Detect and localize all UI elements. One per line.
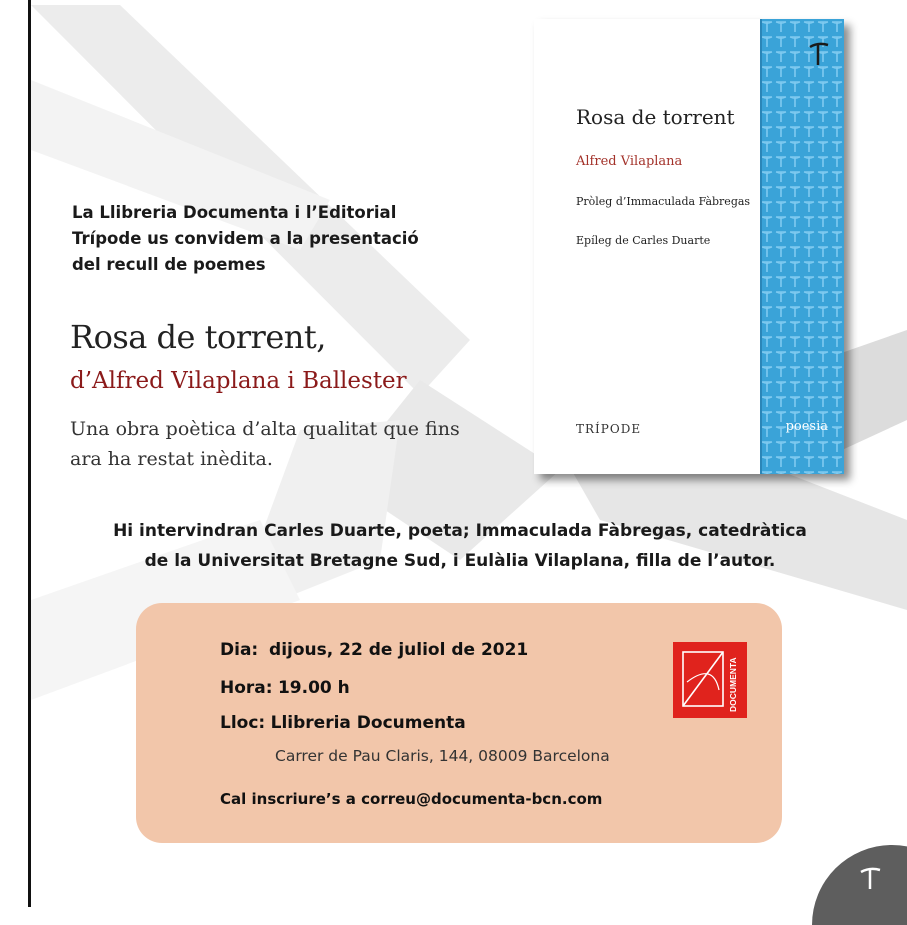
description-line: Una obra poètica d’alta qualitat que fins [70,418,460,440]
time-label: Hora: [220,678,273,698]
speakers-paragraph [60,516,860,576]
place-label: Lloc: [220,713,266,733]
event-day-row [220,640,528,660]
intro-line: La Llibreria Documenta i l’Editorial [72,203,397,222]
documenta-logo-text: DOCUMENTA [728,657,738,712]
speakers-line: de la Universitat Bretagne Sud, i Eulàlia Vilaplana, filla de l’autor. [144,551,776,571]
cover-prologue: Pròleg d’Immaculada Fàbregas [576,195,751,208]
cover-title: Rosa de torrent [576,105,735,129]
cover-pattern-stripe [760,19,844,474]
event-place-row [220,713,466,733]
registration-email[interactable]: Cal inscriure’s a correu@documenta-bcn.com [220,790,603,808]
place-value: Llibreria Documenta [270,713,466,733]
book-title: Rosa de torrent, [70,318,326,356]
cover-epilogue: Epíleg de Carles Duarte [576,234,711,247]
cover-author: Alfred Vilaplana [576,154,683,169]
cover-publisher: TRÍPODE [576,422,642,436]
tripode-corner-badge [812,845,907,925]
event-time-row [220,678,350,698]
time-value: 19.00 h [277,678,350,698]
event-info-box [136,603,782,843]
description-line: ara ha restat inèdita. [70,448,273,470]
intro-line: Trípode us convidem a la presentació [72,229,419,248]
event-address: Carrer de Pau Claris, 144, 08009 Barcelona [275,747,610,765]
documenta-logo [673,642,747,718]
book-description [70,414,500,474]
book-author: d’Alfred Vilaplana i Ballester [70,368,407,394]
left-rule [28,0,31,907]
intro-line: del recull de poemes [72,255,266,274]
book-cover [534,19,844,474]
speakers-line: Hi intervindran Carles Duarte, poeta; Immaculada Fàbregas, catedràtica [113,521,807,541]
day-value: dijous, 22 de juliol de 2021 [269,640,529,660]
day-label: Dia: [220,640,259,660]
cover-collection: poesia [785,419,828,434]
invitation-intro [72,200,502,278]
